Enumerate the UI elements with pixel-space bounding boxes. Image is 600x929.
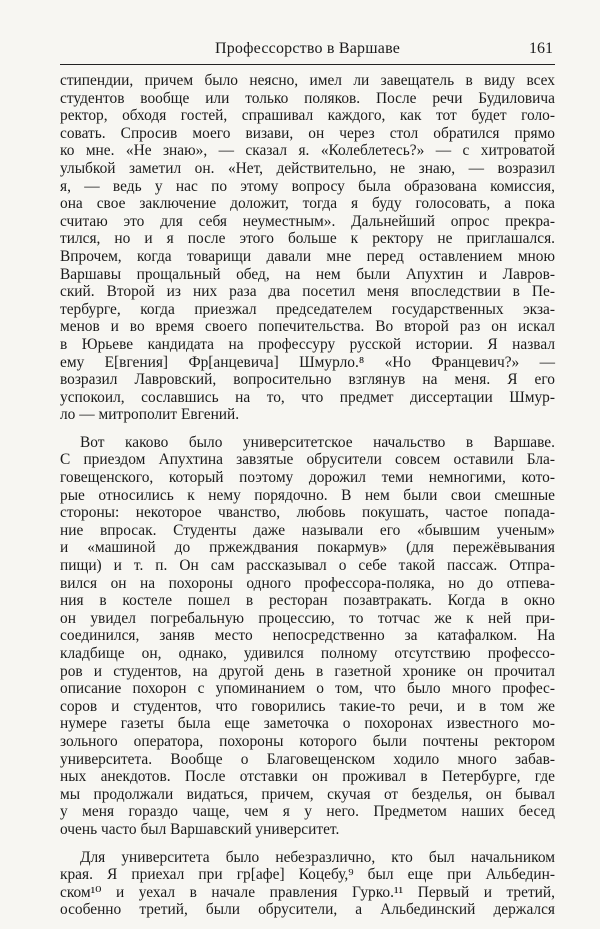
paragraph [60,434,555,839]
text-line: ло — митрополит Евгений. [60,406,240,424]
text-line: менов и во время своего попечительства. Во второй раз он искал [60,318,555,336]
text-line: успокоил, сославшись на то, что предмет диссертации Шмур- [60,388,555,406]
text-line: улыбкой заметил он. «Нет, действительно, не знаю, — возразил [60,159,555,177]
paragraph [60,72,555,424]
text-line: совать. Спросив моего визави, он через стол обратился прямо [60,124,555,142]
page-number: 161 [529,40,553,57]
text-line: мы продолжали видаться, причем, скучая от безделья, он бывал [60,785,555,803]
running-title: Профессорство в Варшаве [214,40,401,57]
text-line: и «машиной до пржеждвания покармув» (для пережёвывания [60,539,555,557]
text-line: ние впросак. Студенты даже называли его «бывшим ученым» [60,521,555,539]
text-line: у меня гораздо чаще, чем я у него. Предметом наших бесед [60,803,555,821]
text-line: тился, но и я после этого больше к ректору не приглашался. [60,230,555,248]
text-line: вился он на похороны одного профессора-поляка, но до отпева- [60,574,555,592]
text-line: возразил Лавровский, вопросительно взглянув на меня. Я его [60,371,555,389]
text-line: стороны: некоторое чванство, любовь покушать, частое попада- [60,504,555,522]
text-line: Для университета было небезразлично, кто был начальником [80,848,555,866]
text-line: ректор, обходя гостей, спрашивал каждого, как тот будет голо- [60,107,555,125]
text-line: говещенского, который поэтому дорожил теми немногими, кото- [60,469,555,487]
text-line: зольного оператора, похороны которого были почтены ректором [60,732,555,750]
paragraph [60,849,555,919]
body-text [60,72,555,919]
text-line: ский. Второй из них раза два посетил меня впоследствии в Пе- [60,283,555,301]
text-line: нумере газеты была еще заметочка о похоронах известного мо- [60,715,555,733]
text-line: соединился, заняв место непосредственно за катафалком. На [60,627,555,645]
text-line: ных анекдотов. После отставки он проживал в Петербурге, где [60,768,555,786]
text-line: рые относились к нему порядочно. В нем были свои смешные [60,486,555,504]
text-line: описание похорон с упоминанием о том, что было много профес- [60,680,555,698]
text-line: ском¹⁰ и уехал в начале правления Гурко.¹¹ Первый и третий, [60,883,555,901]
header-rule [60,64,555,65]
text-line: ко мне. «Не знаю», — сказал я. «Колеблетесь?» — с хитроватой [60,142,555,160]
text-line: я, — ведь у нас по этому вопросу была образована комиссия, [60,177,555,195]
text-line: кладбище он, однако, удивился полному отсутствию профессо- [60,645,555,662]
text-line: ему Е[вгения] Фр[анцевича] Шмурло.⁸ «Но Францевич?» — [60,353,555,371]
text-line: он увидел погребальную процессию, то тотчас же к ней при- [60,609,555,627]
text-line: С приездом Апухтина завзятые обрусители совсем оставили Бла- [60,451,555,469]
text-line: Впрочем, когда товарищи давали мне перед оставлением мною [60,247,555,265]
text-line: студентов вообще или только поляков. После речи Будиловича [60,89,555,107]
text-line: Варшавы прощальный обед, на нем были Апухтин и Лавров- [60,265,555,283]
text-line: края. Я приехал при гр[афе] Коцебу,⁹ был еще при Альбедин- [60,866,555,884]
running-head [60,40,555,62]
text-line: особенно третий, были обрусители, а Альбединский держался [60,901,555,919]
paragraph-gap [60,424,555,434]
text-line: в Юрьеве кандидата на профессуру русской истории. Я назвал [60,335,555,353]
text-line: считаю это для себя неуместным». Дальнейший опрос прекра- [60,212,555,230]
text-line: Вот каково было университетское начальство в Варшаве. [80,433,555,451]
text-line: стипендии, причем было неясно, имел ли завещатель в виду всех [60,72,555,89]
text-line: ров и студентов, на другой день в газетной хронике он прочитал [60,662,555,680]
text-line: пищи) и т. п. Он сам рассказывал о себе такой пассаж. Отпра- [60,557,555,575]
text-line: ния в костеле пошел в ресторан позавтракать. Когда в окно [60,592,555,610]
text-line: очень часто был Варшавский университет. [60,820,340,838]
text-line: соров и студентов, что говорились такие-то речи, и в том же [60,697,555,715]
paragraph-gap [60,839,555,849]
text-line: тербурге, когда приезжал председателем государственных экза- [60,300,555,318]
text-line: она свое заключение доложит, тогда я буду голосовать, а пока [60,195,555,213]
text-line: университета. Вообще о Благовещенском ходило много забав- [60,750,555,768]
